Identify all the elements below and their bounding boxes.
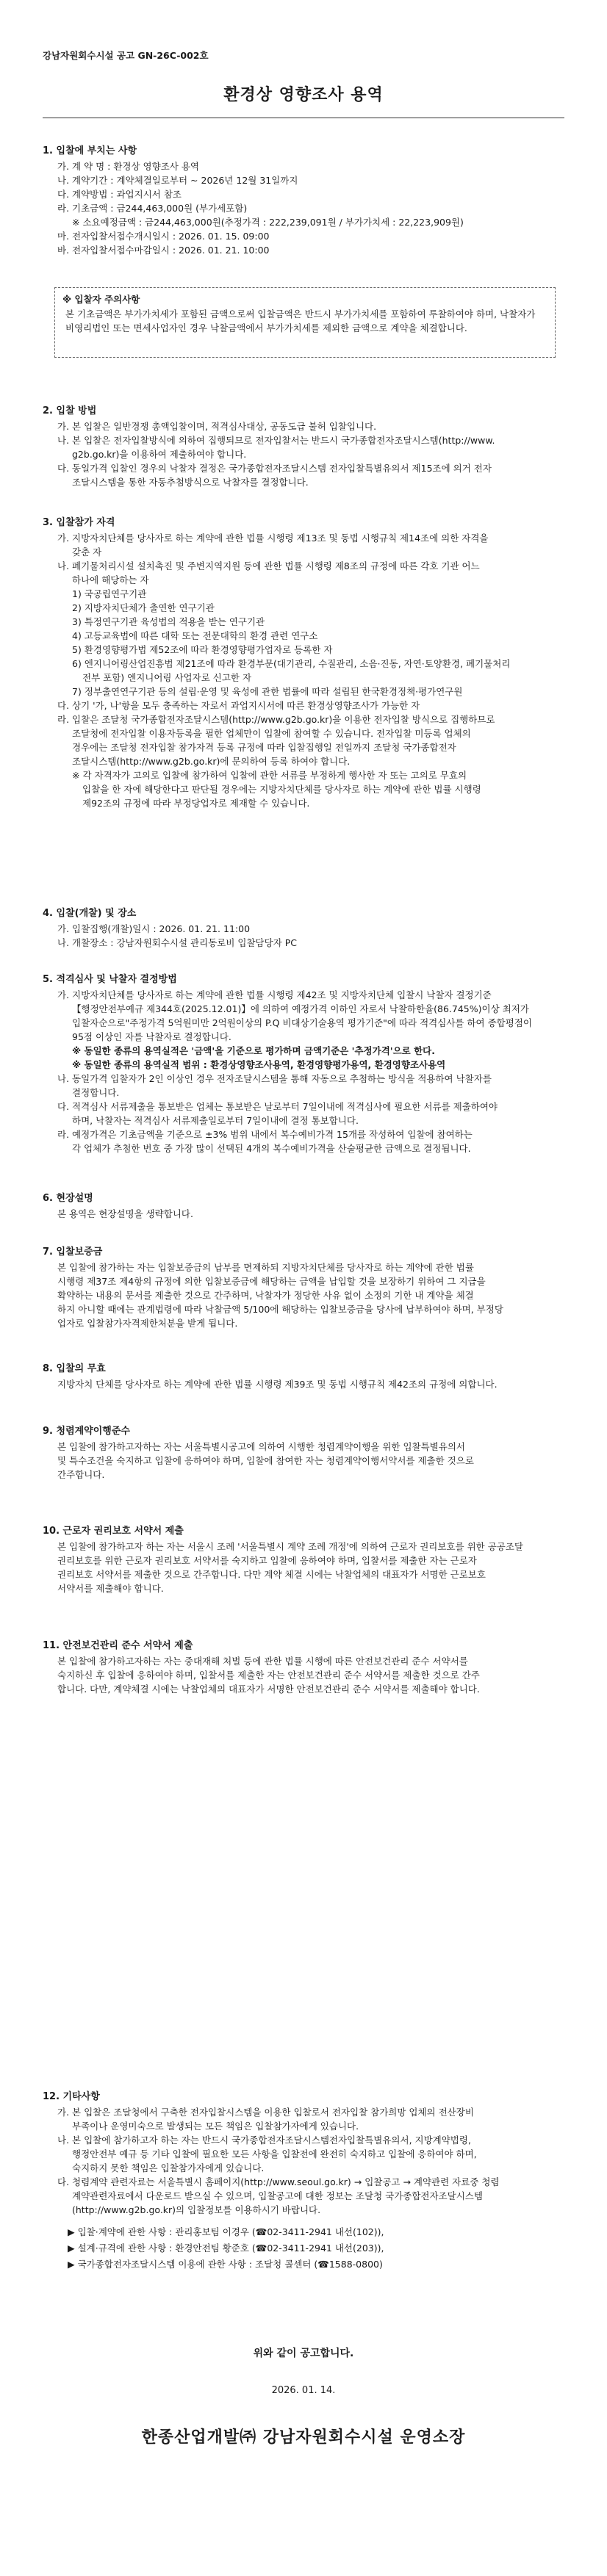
section-3-line: 조달청에 전자입찰 이용자등록을 필한 업체만이 입찰에 참여할 수 있습니다. 전자입찰 미등록 업체의 bbox=[72, 728, 471, 739]
section-1-line: 나. 계약기간 : 계약체결일로부터 ~ 2026년 12월 31일까지 bbox=[57, 175, 298, 186]
bidder-caution-box bbox=[54, 287, 556, 358]
section-11-line: 본 입찰에 참가하고자하는 자는 중대재해 처벌 등에 관한 법률 시행에 따른 안전보건관리 준수 서약서를 bbox=[57, 1656, 468, 1667]
section-2 bbox=[43, 403, 564, 489]
section-5-line: 다. 적격심사 서류제출을 통보받은 업체는 통보받은 날로부터 7일이내에 적격심사에 필요한 서류를 제출하여야 bbox=[57, 1101, 498, 1112]
section-1-line: 가. 계 약 명 : 환경상 영향조사 용역 bbox=[57, 161, 199, 172]
section-6-heading: 6. 현장설명 bbox=[43, 1193, 93, 1204]
section-3-heading: 3. 입찰참가 자격 bbox=[43, 517, 115, 528]
section-5-line: 하며, 낙찰자는 적격심사 서류제출일로부터 7일이내에 결정 통보합니다. bbox=[72, 1115, 359, 1126]
section-10-line: 권리보호를 위한 근로자 권리보호 서약서를 숙지하고 입찰에 응하여야 하며, 입찰서를 제출한 자는 근로자 bbox=[57, 1555, 477, 1566]
section-7 bbox=[43, 1244, 564, 1330]
section-5-line: 각 업체가 추첨한 번호 중 가장 많이 선택된 4개의 복수예비가격을 산술평균한 금액으로 결정됩니다. bbox=[72, 1143, 471, 1154]
section-12-line: 부족이나 운영미숙으로 발생되는 모든 책임은 입찰참가자에게 있습니다. bbox=[72, 2121, 359, 2132]
section-3-line: 나. 폐기물처리시설 설치촉진 및 주변지역지원 등에 관한 법률 시행령 제8조의 규정에 따른 각호 기관 어느 bbox=[57, 560, 480, 571]
section-12-line: (http://www.g2b.go.kr)의 입찰정보를 이용하시기 바랍니다. bbox=[72, 2204, 321, 2215]
section-3-line: 라. 입찰은 조달청 국가종합전자조달시스템(http://www.g2b.go.kr)을 이용한 전자입찰 방식으로 집행하므로 bbox=[57, 714, 495, 725]
section-3-line: 6) 엔지니어링산업진흥법 제21조에 따라 환경부문(대기관리, 수질관리, 소음·진동, 자연·토양환경, 폐기물처리 bbox=[72, 658, 511, 669]
section-9-heading: 9. 청렴계약이행준수 bbox=[43, 1426, 130, 1437]
section-3-line: 하나에 해당하는 자 bbox=[72, 574, 149, 585]
section-3-line: 가. 지방자치단체를 당사자로 하는 계약에 관한 법률 시행령 제13조 및 동법 시행규칙 제14조에 의한 자격을 bbox=[57, 533, 489, 544]
section-5 bbox=[43, 971, 564, 1155]
section-2-line: 조달시스템을 통한 자동추첨방식으로 낙찰자를 결정합니다. bbox=[72, 477, 309, 488]
section-2-line: 다. 동일가격 입찰인 경우의 낙찰자 결정은 국가종합전자조달시스템 전자입찰특별유의서 제15조에 의거 전자 bbox=[57, 463, 492, 474]
section-3-note: 제92조의 규정에 따라 부정당업자로 제재할 수 있습니다. bbox=[82, 798, 310, 809]
section-3-line: 2) 지방자치단체가 출연한 연구기관 bbox=[72, 602, 215, 613]
section-1-line: 마. 전자입찰서접수개시일시 : 2026. 01. 15. 09:00 bbox=[57, 231, 270, 242]
section-4-line: 가. 입찰집행(개찰)일시 : 2026. 01. 21. 11:00 bbox=[57, 923, 251, 934]
section-5-line: 【행정안전부예규 제344호(2025.12.01)】에 의하여 예정가격 이하인 자로서 낙찰하한율(86.745%)이상 최저가 bbox=[72, 1003, 529, 1014]
section-3-line: 4) 고등교육법에 따른 대학 또는 전문대학의 환경 관련 연구소 bbox=[72, 630, 318, 641]
section-8-line: 지방자치 단체를 당사자로 하는 계약에 관한 법률 시행령 제39조 및 동법 시행규칙 제42조의 규정에 의합니다. bbox=[57, 1379, 498, 1390]
section-9-line: 간주합니다. bbox=[57, 1469, 105, 1480]
section-5-line: 결정합니다. bbox=[72, 1087, 120, 1098]
section-12 bbox=[43, 2088, 564, 2273]
notice-date: 2026. 01. 14. bbox=[271, 2385, 336, 2396]
section-6-line: 본 용역은 현장설명을 생략합니다. bbox=[57, 1208, 193, 1219]
section-3-line: 조달시스템(http://www.g2b.go.kr)에 문의하여 등록 하여야 합니다. bbox=[72, 756, 351, 767]
caution-heading: ※ 입찰자 주의사항 bbox=[62, 294, 140, 305]
section-1-line: 라. 기초금액 : 금244,463,000원 (부가세포함) bbox=[57, 203, 248, 214]
section-8 bbox=[43, 1360, 564, 1391]
section-3-line: 갖춘 자 bbox=[72, 546, 102, 558]
section-6 bbox=[43, 1190, 564, 1221]
section-5-line: 나. 동일가격 입찰자가 2인 이상인 경우 전자조달시스템을 통해 자동으로 추첨하는 방식을 적용하여 낙찰자를 bbox=[57, 1073, 492, 1084]
section-12-line: 가. 본 입찰은 조달청에서 구축한 전자입찰시스템을 이용한 입찰로서 전자입찰 참가희망 업체의 전산장비 bbox=[57, 2107, 474, 2118]
section-4-line: 나. 개찰장소 : 강남자원회수시설 관리동로비 입찰담당자 PC bbox=[57, 937, 298, 948]
section-5-heading: 5. 적격심사 및 낙찰자 결정방법 bbox=[43, 974, 177, 985]
section-12-line: 다. 청렴계약 관련자료는 서울특별시 홈페이지(http://www.seoul.go.kr) → 입찰공고 → 계약관련 자료중 청렴 bbox=[57, 2176, 500, 2187]
section-10 bbox=[43, 1523, 564, 1595]
section-10-line: 본 입찰에 참가하고자 하는 자는 서울시 조례 '서울특별시 계약 조례 개정'에 의하여 근로자 권리보호를 위한 공공조달 bbox=[57, 1541, 524, 1552]
section-5-line: 라. 예정가격은 기초금액을 기준으로 ±3% 범위 내에서 복수예비가격 15개를 작성하여 입찰에 참여하는 bbox=[57, 1129, 473, 1140]
section-3-line: 전부 포함) 엔지니어링 사업자로 신고한 자 bbox=[82, 672, 252, 683]
section-3-line: 경우에는 조달청 전자입찰 참가자격 등록 규정에 따라 입찰집행일 전일까지 조달청 국가종합전자 bbox=[72, 742, 456, 753]
section-4 bbox=[43, 905, 564, 950]
section-7-line: 하지 아니할 때에는 관계법령에 따라 낙찰금액 5/100에 해당하는 입찰보증금을 당사에 납부하여야 하며, 부정당 bbox=[57, 1304, 503, 1315]
section-2-line: g2b.go.kr)을 이용하여 제출하여야 합니다. bbox=[72, 449, 247, 460]
section-3 bbox=[43, 514, 564, 810]
section-9-line: 본 입찰에 참가하고자하는 자는 서울특별시공고에 의하여 시행한 청렴계약이행을 위한 입찰특별유의서 bbox=[57, 1441, 465, 1452]
notice-number: 강남자원회수시설 공고 GN-26C-002호 bbox=[43, 50, 209, 61]
section-12-heading: 12. 기타사항 bbox=[43, 2091, 100, 2102]
section-4-heading: 4. 입찰(개찰) 및 장소 bbox=[43, 908, 137, 919]
section-11 bbox=[43, 1637, 564, 1696]
section-1-heading: 1. 입찰에 부치는 사항 bbox=[43, 145, 137, 156]
signoff: 위와 같이 공고합니다. bbox=[253, 2348, 354, 2359]
section-2-heading: 2. 입찰 방법 bbox=[43, 405, 97, 416]
section-12-line: 행정안전부 예규 등 기타 입찰에 필요한 모든 사항을 입찰전에 완전히 숙지하고 입찰에 응하여야 하며, bbox=[72, 2149, 477, 2160]
section-11-line: 숙지하신 후 입찰에 응하여야 하며, 입찰서를 제출한 자는 안전보건관리 준수 서약서를 제출한 것으로 간주 bbox=[57, 1670, 480, 1681]
section-12-line: 계약관련자료에서 다운로드 받으실 수 있으며, 입찰공고에 대한 정보는 조달청 국가종합전자조달시스템 bbox=[72, 2190, 483, 2201]
section-5-note: ※ 동일한 종류의 용역실적은 '금액'을 기준으로 평가하며 금액기준은 '추정가격'으로 한다. bbox=[72, 1045, 436, 1056]
section-5-line: 입찰자순으로"주정가격 5억원미만 2억원이상의 P.Q 비대상기술용역 평가기준"에 따라 적격심사를 하여 종합평점이 bbox=[72, 1017, 532, 1028]
section-1 bbox=[43, 142, 564, 257]
section-2-line: 나. 본 입찰은 전자입찰방식에 의하여 집행되므로 전자입찰서는 반드시 국가종합전자조달시스템(http://www. bbox=[57, 435, 495, 446]
section-7-line: 확약하는 내용의 문서를 제출한 것으로 간주하며, 낙찰자가 정당한 사유 없이 소정의 기한 내 계약을 체결 bbox=[57, 1290, 474, 1301]
section-10-line: 서약서를 제출해야 합니다. bbox=[57, 1583, 164, 1594]
section-5-note: ※ 동일한 종류의 용역실적 범위 : 환경상영향조사용역, 환경영향평가용역, 환경영향조사용역 bbox=[72, 1059, 446, 1070]
section-7-line: 업자로 입찰참가자격제한처분을 받게 됩니다. bbox=[57, 1318, 238, 1329]
section-3-line: 3) 특정연구기관 육성법의 적용을 받는 연구기관 bbox=[72, 616, 265, 627]
section-2-line: 가. 본 입찰은 일반경쟁 총액입찰이며, 적격심사대상, 공동도급 불허 입찰입니다. bbox=[57, 421, 377, 432]
page-title: 환경상 영향조사 용역 bbox=[223, 86, 384, 104]
section-9 bbox=[43, 1423, 564, 1482]
section-5-line: 95점 이상인 자를 낙찰자로 결정합니다. bbox=[72, 1031, 231, 1042]
contact-design: ▶ 설계·규격에 관한 사항 : 환경안전팀 황준호 (☎02-3411-2941 내선(203)), bbox=[68, 2243, 384, 2254]
section-11-line: 합니다. 다만, 계약체결 시에는 낙찰업체의 대표자가 서명한 안전보건관리 준수 서약서를 제출해야 합니다. bbox=[57, 1684, 480, 1695]
contact-bidding: ▶ 입찰·계약에 관한 사항 : 관리홍보팀 이경우 (☎02-3411-2941 내선(102)), bbox=[68, 2226, 384, 2237]
section-3-note: 입찰을 한 자에 해당한다고 판단될 경우에는 지방자치단체를 당사자로 하는 계약에 관한 법률 시행령 bbox=[82, 784, 481, 795]
section-1-line: 다. 계약방법 : 과업지시서 참조 bbox=[57, 189, 182, 200]
section-3-line: 1) 국공립연구기관 bbox=[72, 588, 147, 599]
section-3-line: 7) 정부출연연구기관 등의 설립·운영 및 육성에 관한 법률에 따라 설립된 한국환경정책·평가연구원 bbox=[72, 686, 463, 697]
section-11-heading: 11. 안전보건관리 준수 서약서 제출 bbox=[43, 1640, 193, 1651]
section-7-line: 시행령 제37조 제4항의 규정에 의한 입찰보증금에 해당하는 금액을 납입할 것을 보장하기 위하여 그 지급을 bbox=[57, 1276, 486, 1287]
section-10-line: 권리보호 서약서를 제출한 것으로 간주합니다. 다만 계약 체결 시에는 낙찰업체의 대표자가 서명한 근로보호 bbox=[57, 1569, 486, 1580]
section-9-line: 및 특수조건을 숙지하고 입찰에 응하여야 하며, 입찰에 참여한 자는 청렴계약이행서약서를 제출한 것으로 bbox=[57, 1455, 474, 1466]
section-12-line: 숙지하지 못한 책임은 입찰참가자에게 있습니다. bbox=[72, 2162, 265, 2173]
section-10-heading: 10. 근로자 권리보호 서약서 제출 bbox=[43, 1526, 184, 1537]
section-8-heading: 8. 입찰의 무효 bbox=[43, 1363, 106, 1374]
issuing-organization: 한종산업개발㈜ 강남자원회수시설 운영소장 bbox=[141, 2428, 466, 2447]
section-7-line: 본 입찰에 참가하는 자는 입찰보증금의 납부를 면제하되 지방자치단체를 당사자로 하는 계약에 관한 법률 bbox=[57, 1262, 474, 1273]
section-5-line: 가. 지방자치단체를 당사자로 하는 계약에 관한 법률 시행령 제42조 및 지방자치단체 입찰시 낙찰자 결정기준 bbox=[57, 989, 492, 1000]
section-12-line: 나. 본 입찰에 참가하고자 하는 자는 반드시 국가종합전자조달시스템전자입찰특별유의서, 지방계약법령, bbox=[57, 2135, 471, 2146]
section-1-line: 바. 전자입찰서접수마감일시 : 2026. 01. 21. 10:00 bbox=[57, 245, 270, 256]
section-3-line: 5) 환경영향평가법 제52조에 따라 환경영향평가업자로 등록한 자 bbox=[72, 644, 333, 655]
contact-g2b-callcenter: ▶ 국가종합전자조달시스템 이용에 관한 사항 : 조달청 콜센터 (☎1588-0800) bbox=[68, 2259, 383, 2270]
section-3-note: ※ 각 자격자가 고의로 입찰에 참가하여 입찰에 관한 서류를 부정하게 행사한 자 또는 고의로 무효의 bbox=[72, 770, 467, 781]
section-7-heading: 7. 입찰보증금 bbox=[43, 1246, 103, 1258]
section-1-note: ※ 소요예정금액 : 금244,463,000원(추정가격 : 222,239,091원 / 부가가치세 : 22,223,909원) bbox=[72, 217, 464, 228]
caution-text: 본 기초금액은 부가가치세가 포함된 금액으로써 입찰금액은 반드시 부가가치세를 포함하여 투찰하여야 하며, 낙찰자가 비영리법인 또는 면세사업자인 경우 낙찰금액에서 부가가치세를 제외한 금액으로 계약을 체결합니다. bbox=[65, 309, 536, 333]
section-3-line: 다. 상기 '가, 나'항을 모두 충족하는 자로서 과업지시서에 따른 환경상영향조사가 가능한 자 bbox=[57, 700, 420, 711]
